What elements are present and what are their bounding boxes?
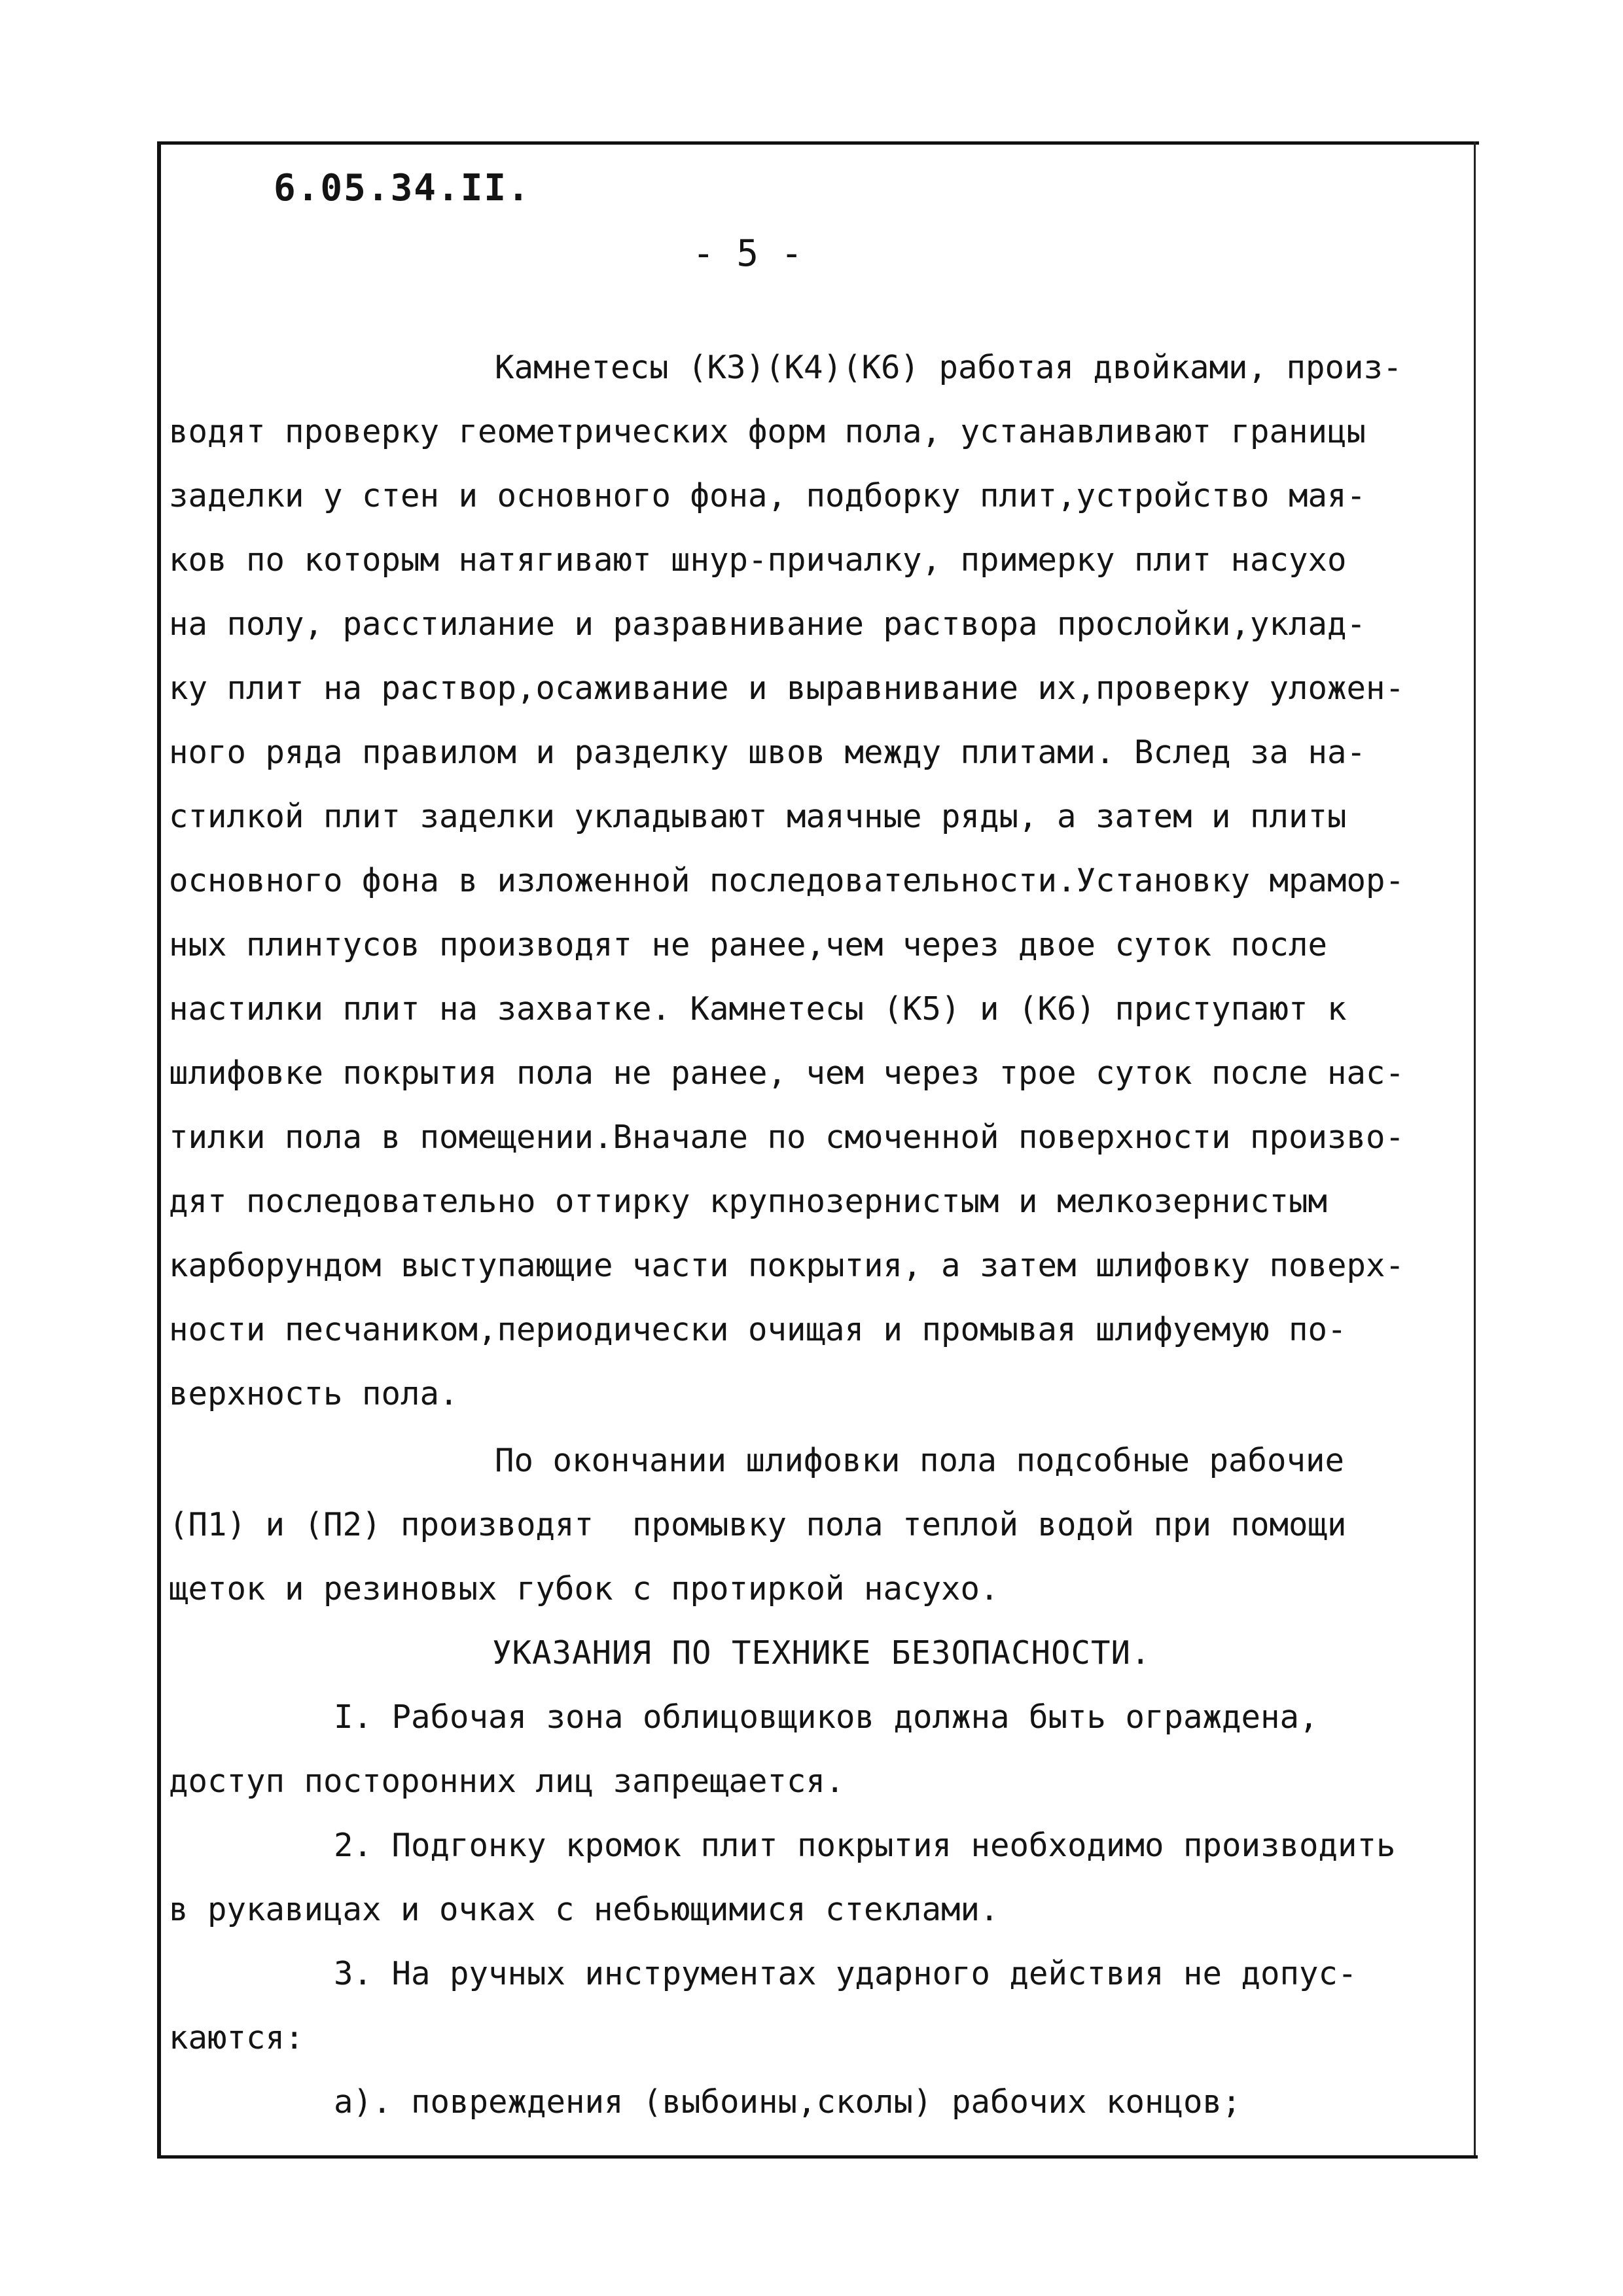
safety-item-1-line: I. Рабочая зона облицовщиков должна быть ограждена,	[334, 1698, 1319, 1736]
document-code: 6.05.34.II.	[274, 167, 531, 209]
paragraph-line: основного фона в изложенной последовательности.Установку мрамор-	[169, 862, 1405, 899]
paragraph-line: тилки пола в помещении.Вначале по смоченной поверхности произво-	[169, 1119, 1405, 1156]
page-frame-left-border	[157, 141, 161, 2157]
section-heading: УКАЗАНИЯ ПО ТЕХНИКЕ БЕЗОПАСНОСТИ.	[492, 1634, 1151, 1672]
paragraph-line: карборундом выступающие части покрытия, а затем шлифовку поверх-	[169, 1247, 1405, 1284]
paragraph-line: ных плинтусов производят не ранее,чем через двое суток после	[169, 926, 1328, 963]
paragraph-line: ности песчаником,периодически очищая и промывая шлифуемую по-	[169, 1311, 1347, 1348]
paragraph-line: ного ряда правилом и разделку швов между плитами. Вслед за на-	[169, 734, 1366, 771]
paragraph-line: на полу, расстилание и разравнивание раствора прослойки,уклад-	[169, 605, 1366, 643]
safety-item-3-line: каются:	[169, 2019, 304, 2056]
paragraph-line: водят проверку геометрических форм пола, устанавливают границы	[169, 413, 1366, 450]
page-number: - 5 -	[692, 232, 803, 275]
paragraph-line: Камнетесы (К3)(К4)(К6) работая двойками, произ-	[495, 349, 1402, 386]
paragraph-line: щеток и резиновых губок с протиркой насухо.	[169, 1570, 999, 1607]
page-frame-bottom-border	[157, 2155, 1478, 2159]
paragraph-line: (П1) и (П2) производят промывку пола теплой водой при помощи	[169, 1506, 1347, 1543]
page-frame-top-border	[157, 141, 1479, 145]
safety-item-3a: а). повреждения (выбоины,сколы) рабочих концов;	[334, 2083, 1241, 2121]
paragraph-line: ку плит на раствор,осаживание и выравнивание их,проверку уложен-	[169, 670, 1405, 707]
safety-item-2-line: в рукавицах и очках с небьющимися стеклами.	[169, 1891, 999, 1928]
safety-item-2-line: 2. Подгонку кромок плит покрытия необходимо производить	[334, 1827, 1396, 1864]
paragraph-line: ков по которым натягивают шнур-причалку, примерку плит насухо	[169, 541, 1347, 579]
paragraph-line: По окончании шлифовки пола подсобные рабочие	[495, 1442, 1345, 1479]
paragraph-line: шлифовке покрытия пола не ранее, чем через трое суток после нас-	[169, 1054, 1405, 1092]
safety-item-3-line: 3. На ручных инструментах ударного действия не допус-	[334, 1955, 1357, 1992]
safety-item-1-line: доступ посторонних лиц запрещается.	[169, 1763, 845, 1800]
paragraph-line: дят последовательно оттирку крупнозернистым и мелкозернистым	[169, 1183, 1328, 1220]
paragraph-line: верхность пола.	[169, 1375, 459, 1412]
paragraph-line: стилкой плит заделки укладывают маячные ряды, а затем и плиты	[169, 798, 1347, 835]
paragraph-line: настилки плит на захватке. Камнетесы (К5) и (К6) приступают к	[169, 990, 1347, 1028]
paragraph-line: заделки у стен и основного фона, подборку плит,устройство мая-	[169, 477, 1366, 514]
